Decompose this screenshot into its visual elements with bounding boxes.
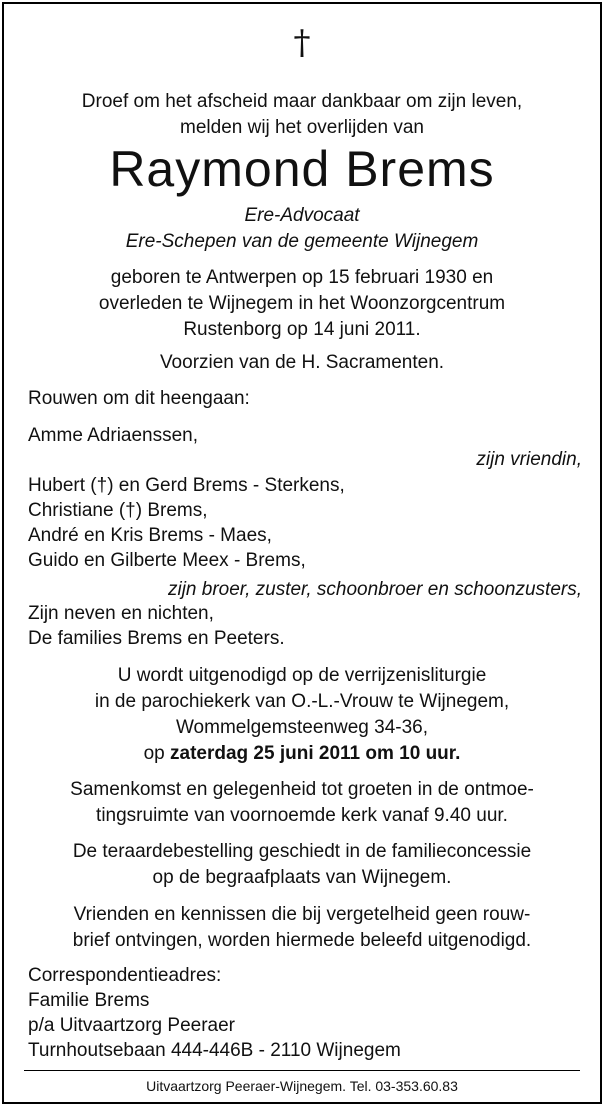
family-member: André en Kris Brems - Maes, [28, 525, 272, 546]
invitation-line-1: Vrienden en kennissen die bij vergetelheid geen rouw- [73, 904, 531, 925]
correspondence-line: p/a Uitvaartzorg Peeraer [28, 1015, 235, 1036]
birth-death-line-3: Rustenborg op 14 juni 2011. [183, 319, 421, 340]
family-role: zijn broer, zuster, schoonbroer en schoonzusters, [167, 579, 582, 600]
invitation-line-2: brief ontvingen, worden hiermede beleefd uitgenodigd. [72, 930, 532, 951]
intro-line-2: melden wij het overlijden van [180, 117, 424, 138]
service-date-prefix: op [143, 743, 170, 764]
service-date [4, 742, 600, 766]
family-member: Guido en Gilberte Meex - Brems, [28, 550, 306, 571]
deceased-name: Raymond Brems [109, 141, 495, 197]
friend-role: zijn vriendin, [476, 449, 582, 470]
title-line-2: Ere-Schepen van de gemeente Wijnegem [125, 231, 479, 252]
footer-divider [24, 1070, 580, 1071]
family-member: Christiane (†) Brems, [28, 500, 208, 521]
birth-death-line-2: overleden te Wijnegem in het Woonzorgcentrum [98, 293, 506, 314]
correspondence-line: Familie Brems [28, 990, 150, 1011]
relatives-line-1: Zijn neven en nichten, [28, 603, 214, 624]
gathering-line-1: Samenkomst en gelegenheid tot groeten in de ontmoe- [70, 779, 534, 800]
obituary-card [2, 2, 602, 1104]
burial-line-1: De teraardebestelling geschiedt in de familieconcessie [72, 841, 532, 862]
footer-text: Uitvaartzorg Peeraer-Wijnegem. Tel. 03-353.60.83 [146, 1078, 458, 1094]
correspondence-heading: Correspondentieadres: [28, 965, 222, 986]
burial-line-2: op de begraafplaats van Wijnegem. [152, 867, 452, 888]
friend-name: Amme Adriaenssen, [28, 425, 199, 446]
family-member: Hubert (†) en Gerd Brems - Sterkens, [28, 475, 345, 496]
title-line-1: Ere-Advocaat [244, 205, 360, 226]
service-line-1: U wordt uitgenodigd op de verrijzenisliturgie [117, 665, 487, 686]
gathering-line-2: tingsruimte van voornoemde kerk vanaf 9.40 uur. [96, 805, 508, 826]
correspondence-line: Turnhoutsebaan 444-446B - 2110 Wijnegem [28, 1040, 401, 1061]
mourners-heading: Rouwen om dit heengaan: [28, 388, 250, 409]
sacraments-line: Voorzien van de H. Sacramenten. [159, 352, 445, 373]
service-line-2: in de parochiekerk van O.-L.-Vrouw te Wijnegem, [94, 691, 510, 712]
birth-death-line-1: geboren te Antwerpen op 15 februari 1930 en [110, 267, 494, 288]
cross-icon: † [293, 23, 311, 63]
service-date-bold: zaterdag 25 juni 2011 om 10 uur. [170, 743, 461, 764]
service-line-3: Wommelgemsteenweg 34-36, [175, 717, 429, 738]
intro-line-1: Droef om het afscheid maar dankbaar om zijn leven, [81, 91, 523, 112]
relatives-line-2: De families Brems en Peeters. [28, 628, 285, 649]
